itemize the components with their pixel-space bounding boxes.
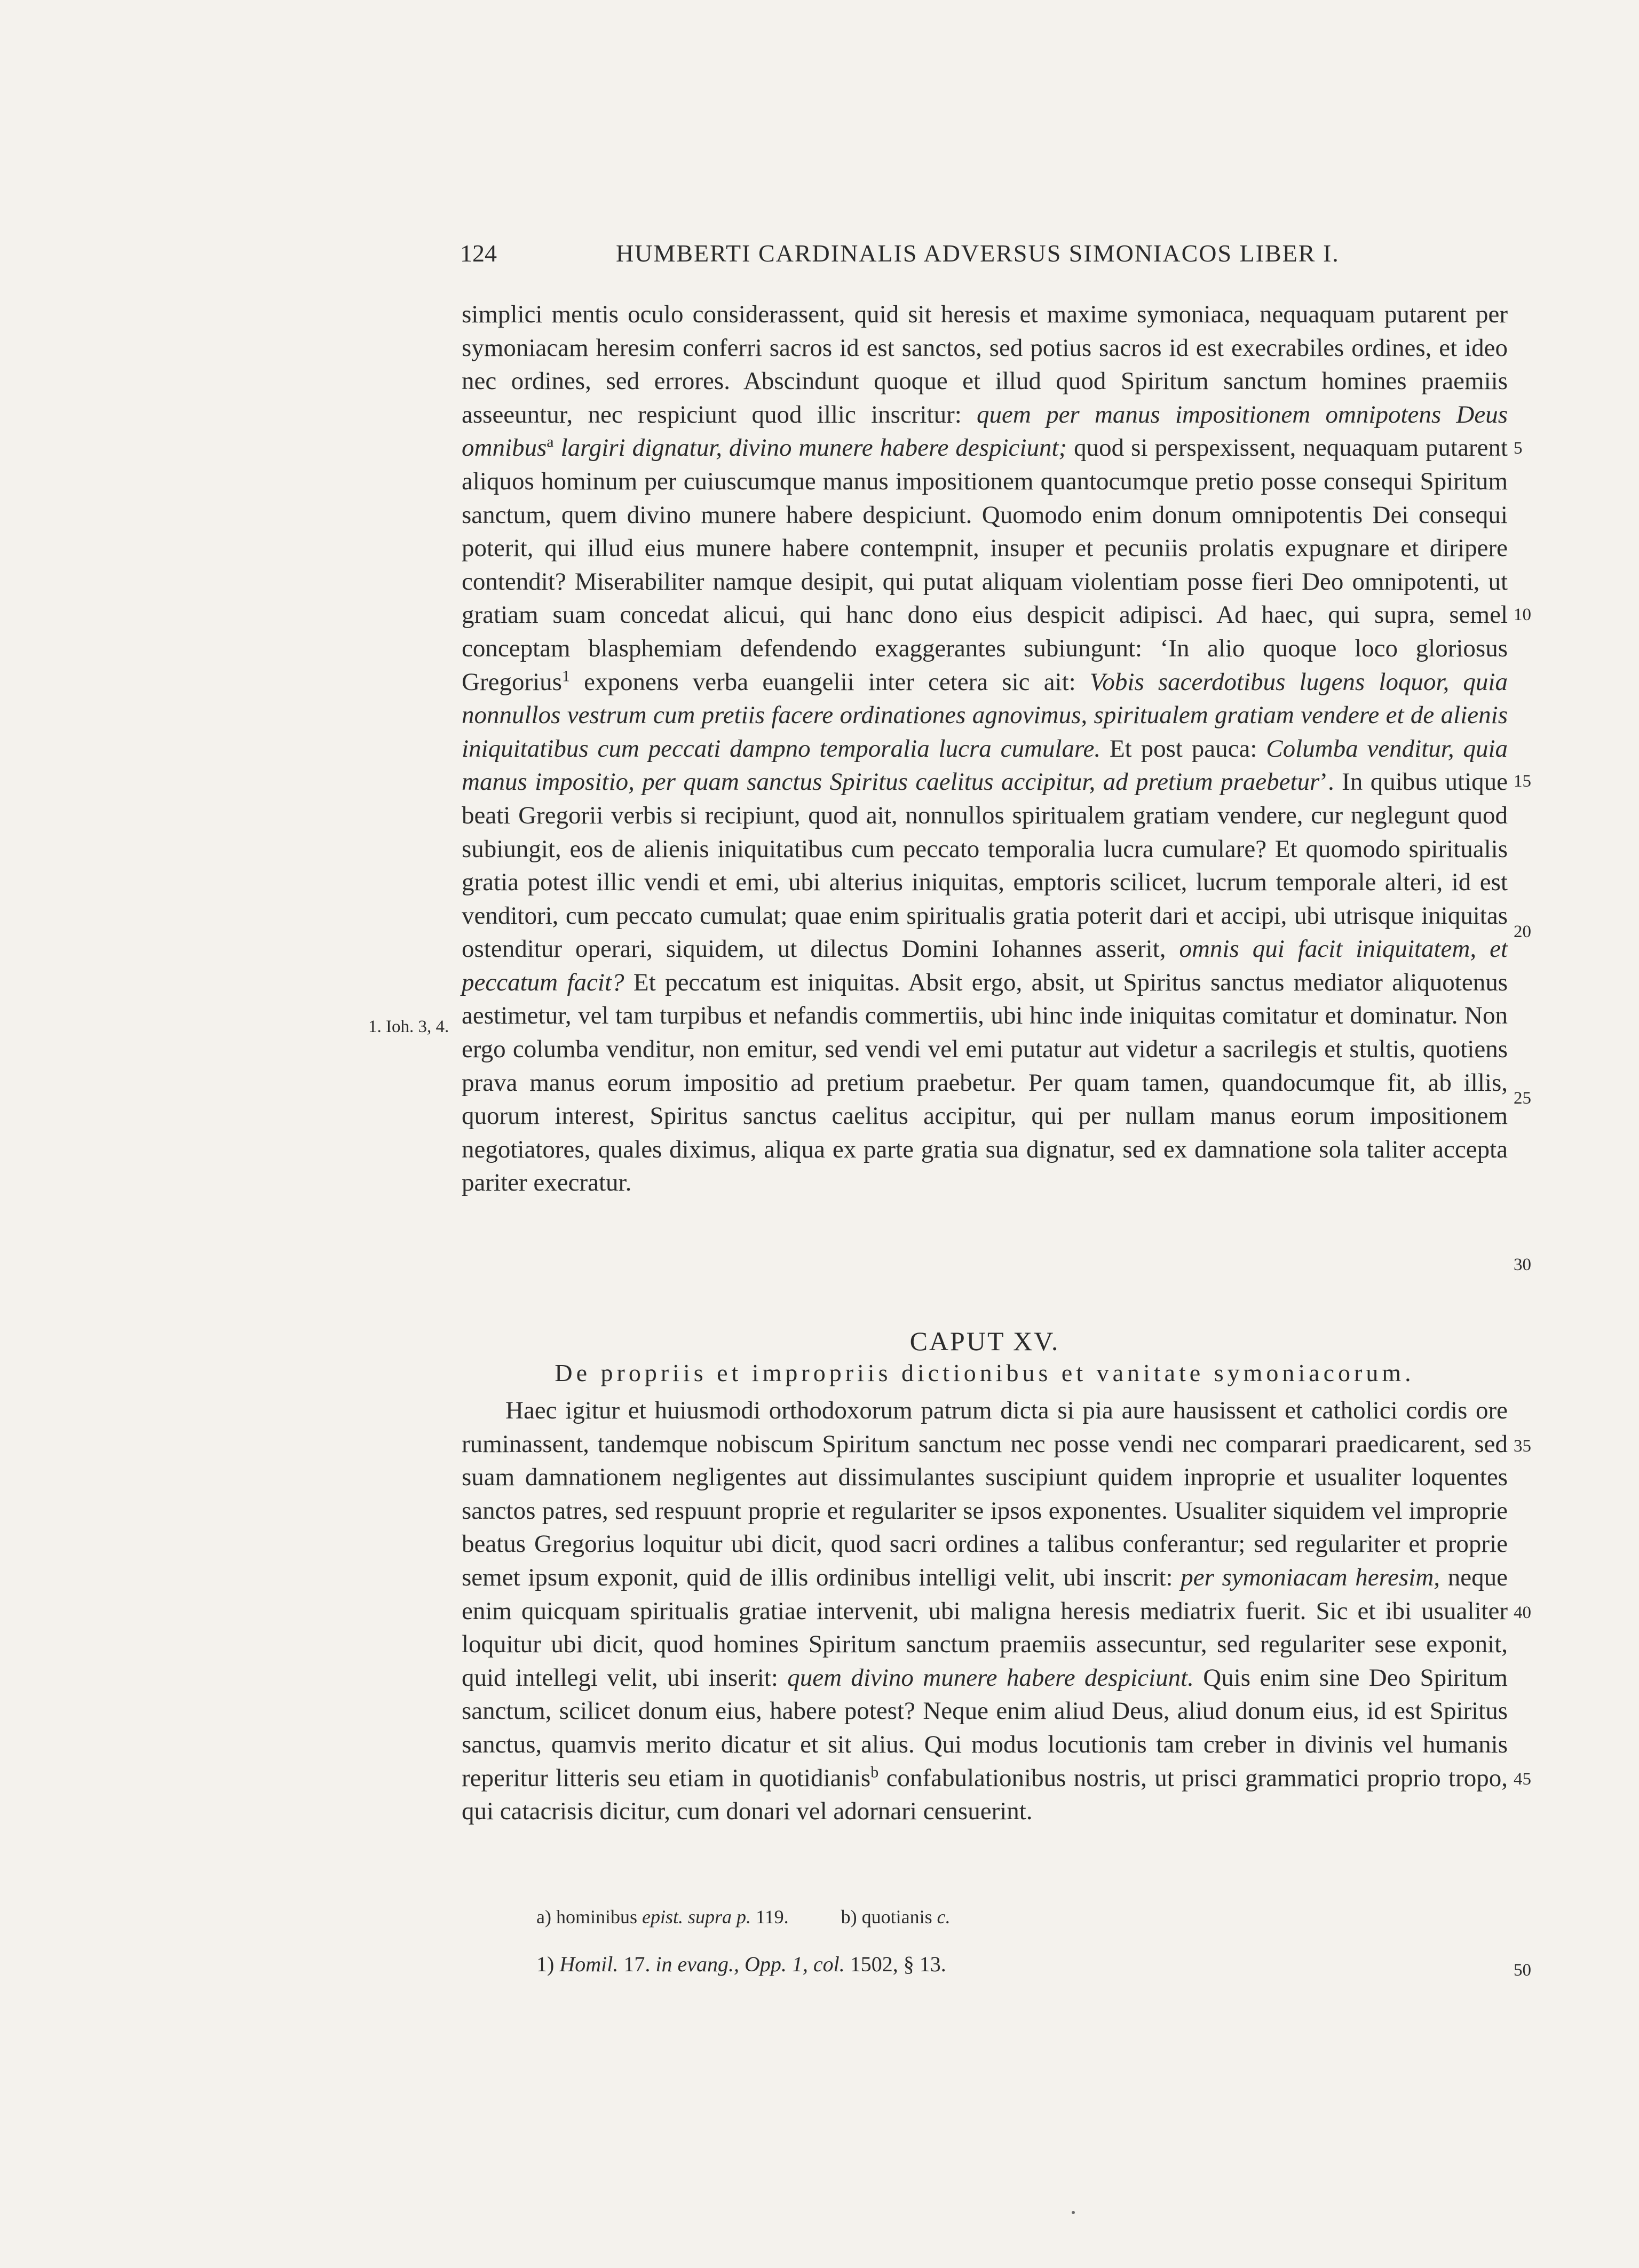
page-number: 124: [460, 240, 497, 267]
line-number: 30: [1514, 1255, 1531, 1274]
line-number: 35: [1514, 1437, 1531, 1456]
line-number: 20: [1514, 922, 1531, 941]
line-number: 50: [1514, 1961, 1531, 1980]
footnote-text: epist. supra p.: [642, 1906, 751, 1928]
page-header: [460, 239, 1511, 276]
footnote-mark: a): [536, 1906, 551, 1928]
chapter-subtitle: De propriis et impropriis dictionibus et vanitate symoniacorum.: [555, 1359, 1415, 1386]
quote-italic: Columba venditur, quia manus impositio, per quam sanctus Spiritus caelitus accipitur, ad pretium praebetur: [462, 734, 1508, 796]
body-text-1: [462, 298, 1508, 1200]
line-number: 10: [1514, 605, 1531, 624]
footnote-text: quotianis: [861, 1906, 932, 1928]
footnote-ref-a: a: [547, 433, 554, 451]
text-run: confabulationibus nostris, ut prisci grammatici proprio tropo, qui catacrisis dicitur, cum donari vel adornari censuerint.: [462, 1764, 1508, 1826]
quote-italic: per symoniacam heresim,: [1181, 1563, 1440, 1591]
chapter-title: CAPUT XV.: [909, 1326, 1060, 1356]
line-number: 5: [1514, 439, 1523, 458]
line-number: 45: [1514, 1770, 1531, 1789]
text-run: Et peccatum est iniquitas. Absit ergo, absit, ut Spiritus sanctus mediator aliquotenus aestimetur, vel tam turpibus et nefandis commertiis, ubi hinc inde iniquitas comitatur et dominatur. Non ergo columba venditur, non emitur, sed vendi vel emi putatur aut videtur a sacrilegis et stultis, quotiens prava manus eorum impositio ad pretium praebetur. Per quam tamen, quandocumque fit, ab illis, quorum interest, Spiritus sanctus caelitus accipitur, qui per nullam manus eorum impositionem negotiatores, quales diximus, aliqua ex parte gratia sua dignatur, sed ex damnatione sola taliter accepta pariter execratur.: [462, 968, 1508, 1197]
footnote-mark: b): [841, 1906, 857, 1928]
quote-italic: quem divino munere habere despiciunt.: [787, 1663, 1194, 1692]
text-run: Haec igitur et huiusmodi orthodoxorum patrum dicta si pia aure hausissent et catholici cordis ore ruminassent, tandemque nobiscum Spiritum sanctum nec posse vendi nec comparari praedicarent, sed suam damnationem negligentes aut dissimulantes suscipiunt quidem inproprie et usualiter loquentes sanctos patres, sed respuunt proprie et regulariter se ipsos exponentes. Usualiter siquidem vel improprie beatus Gregorius loquitur ubi dicit, quod sacri ordines a talibus conferantur; sed regulariter et proprie semet ipsum exponit, quid de illis ordinibus intelligi velit, ubi inscrit:: [462, 1397, 1508, 1591]
line-number: 40: [1514, 1603, 1531, 1622]
text-run: exponens verba euangelii inter cetera sic ait:: [569, 668, 1090, 696]
footnote-a-b: [536, 1906, 951, 1928]
text-run: Quis enim sine Deo Spiritum sanctum, scilicet donum eius, habere potest? Neque enim aliud Deus, aliud donum eius, id est Spiritus sanctus, quamvis merito dicatur et sit alius. Qui modus locutionis tam creber in divinis vel humanis reperitur litteris seu etiam in quotidianis: [462, 1663, 1508, 1792]
footnote-text: 1502, § 13.: [850, 1952, 946, 1976]
text-run: simplici mentis oculo considerassent, quid sit heresis et maxime symoniaca, nequaquam putarent per symoniacam heresim conferri sacros id est sanctos, sed potius sacros id est execrabiles ordines, et ideo nec ordines, sed errores. Abscindunt quoque et illud quod Spiritum sanctum homines praemiis asseeuntur, nec respiciunt quod illic inscritur:: [462, 300, 1508, 429]
quote-italic: omnis qui facit iniquitatem, et peccatum facit?: [462, 935, 1508, 996]
line-number: 15: [1514, 772, 1531, 791]
running-title: HUMBERTI CARDINALIS ADVERSUS SIMONIACOS LIBER I.: [616, 240, 1340, 267]
line-number: 25: [1514, 1089, 1531, 1108]
text-run: Et post pauca:: [1100, 734, 1266, 763]
footnote-text: in evang., Opp. 1, col.: [655, 1952, 845, 1976]
footnote-ref-b: b: [870, 1763, 879, 1781]
paragraph-2: [462, 1394, 1508, 1828]
paragraph-1: [462, 298, 1508, 1200]
quote-italic: quem per manus impositionem omnipotens Deus omnibus: [462, 400, 1508, 462]
footnote-mark: 1): [536, 1952, 555, 1976]
footnote-ref-1: 1: [561, 667, 570, 685]
text-run: quod si perspexissent, nequaquam putarent aliquos hominum per cuiuscumque manus impositionem quantocumque pretio posse consequi Spiritum sanctum, quem divino munere habere despiciunt. Quomodo enim donum omnipotentis Dei consequi poterit, qui illud eius munere habere contempnit, insuper et pecuniis prolatis expugnare et diripere contendit? Miserabiliter namque desipit, qui putat aliquam violentiam posse fieri Deo omnipotenti, ut gratiam suam concedat alicui, qui hanc dono eius despicit adipisci. Ad haec, qui supra, semel conceptam blasphemiam defendendo exaggerantes subiungunt: ‘In alio quoque loco gloriosus Gregorius: [462, 434, 1508, 696]
footnote-text: Homil.: [559, 1952, 619, 1976]
body-text-2: [462, 1394, 1508, 1828]
footnote-text: hominibus: [556, 1906, 637, 1928]
footnote-1: [536, 1952, 946, 1977]
scan-speck: [1072, 2211, 1075, 2214]
quote-italic: Vobis sacerdotibus lugens loquor, quia nonnullos vestrum cum pretiis facere ordinationes agnovimus, spiritualem gratiam vendere et de alienis iniquitatibus cum peccati dampno temporalia lucra cumulare.: [462, 668, 1508, 763]
text-run: neque enim quicquam spiritualis gratiae intervenit, ubi maligna heresis mediatrix fuerit. Sic et ibi usualiter loquitur ubi dicit, quod homines Spiritum sanctum praemiis assecuntur, sed regulariter sese exponit, quid intellegi velit, ubi inserit:: [462, 1563, 1508, 1692]
footnote-text: 17.: [623, 1952, 651, 1976]
footnote-text: c.: [937, 1906, 951, 1928]
quote-italic: largiri dignatur, divino munere habere despiciunt;: [553, 434, 1067, 462]
footnote-text: 119.: [756, 1906, 789, 1928]
text-run: ’. In quibus utique beati Gregorii verbis si recipiunt, quod ait, nonnullos spiritualem gratiam vendere, cur neglegunt quod subiungit, eos de alienis iniquitatibus cum peccato temporalia lucra cumulare? Et quomodo spiritualis gratia potest illic vendi et emi, ubi alterius iniquitas, emptoris scilicet, lucrum temporale alteri, id est venditori, cum peccato cumulat; quae enim spiritualis gratia poterit dari et accipi, ubi utrisque iniquitas ostenditur operari, siquidem, ut dilectus Domini Iohannes asserit,: [462, 768, 1508, 963]
marginal-reference: 1. Ioh. 3, 4.: [368, 1017, 449, 1036]
